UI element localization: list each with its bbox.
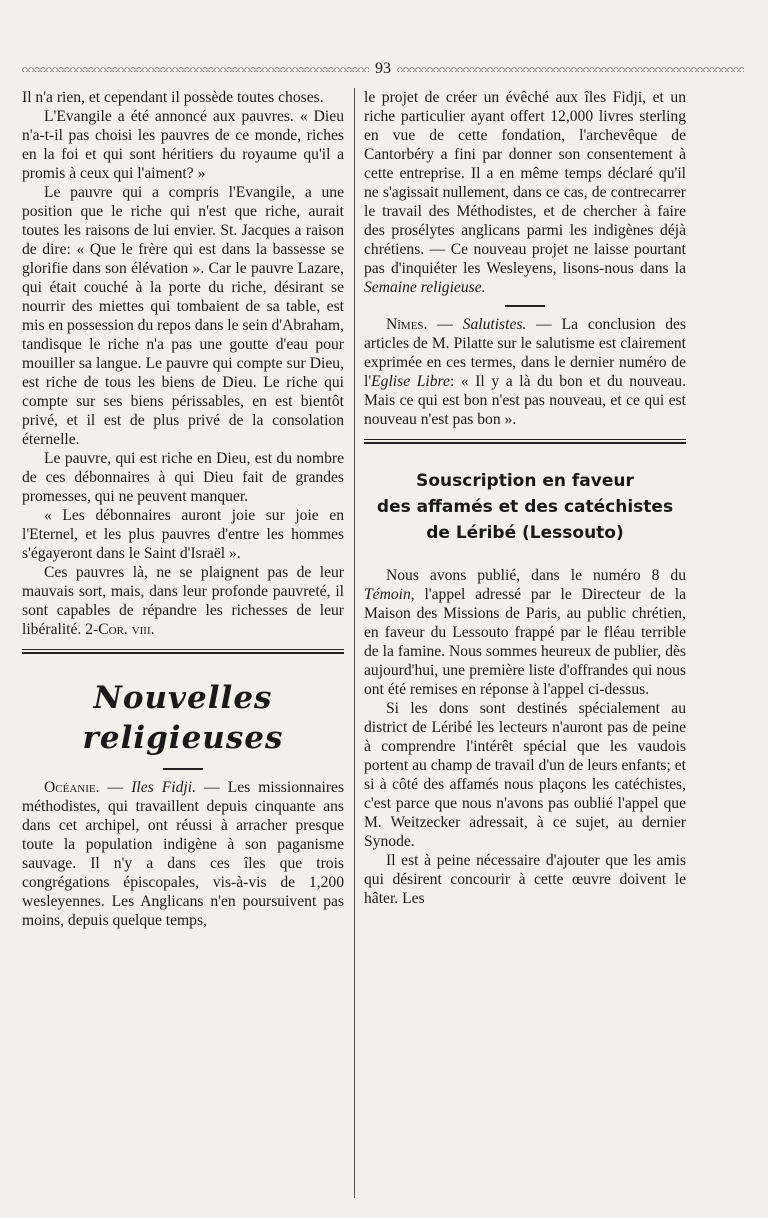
paragraph [364, 88, 686, 297]
source-citation: Semaine religieuse. [364, 279, 486, 296]
paragraph: Il est à peine nécessaire d'ajouter que les amis qui désirent concourir à cette œuvre doivent le hâter. Les [364, 852, 686, 907]
news-dash: — [99, 779, 132, 796]
paragraph [364, 566, 686, 699]
news-topic: Salutistes. [462, 316, 527, 333]
news-region: Nîmes. [386, 316, 428, 333]
page-number: 93 [375, 60, 391, 77]
title-dash [163, 768, 203, 770]
news-text: — La conclusion des articles de M. Pilatte sur le salutisme est clairement exprimée en ces termes, dans le dernier numéro de l' [364, 316, 686, 390]
subscription-title-line: Souscription en faveur [416, 471, 634, 491]
paragraph [22, 563, 344, 639]
section-rule [22, 649, 344, 654]
news-item [364, 315, 686, 429]
paragraph-text: , l'appel adressé par le Directeur de la Maison des Missions de Paris, au public chrétien, en faveur du Lessouto frappé par le fléau terrible de la famine. Nous sommes heureux de publier, dès aujourd'hui, une première liste d'offrandes qui nous ont été remises en réponse à l'appel ci-dessus. [364, 586, 686, 698]
journal-name: Témoin [364, 586, 411, 603]
header-ornament-right [397, 66, 744, 72]
right-column [364, 88, 686, 908]
news-region: Océanie. [44, 779, 100, 796]
news-text: : « Il y a là du bon et du nouveau. Mais ce qui est bon n'est pas nouveau, et ce qui est nouveau n'est pas bon ». [364, 373, 686, 428]
journal-name: Eglise Libre [371, 373, 450, 390]
news-item [22, 778, 344, 930]
subscription-title-line: des affamés et des catéchistes [376, 497, 674, 517]
paragraph: Si les dons sont destinés spécialement au district de Léribé les lecteurs n'auront pas de peine à comprendre l'intérêt spécial que les vaudois portent au champ de travail d'un de leurs enfants; et si à côté des affamés nous plaçons les catéchistes, c'est parce que nous n'avons pas oublié l'appel que M. Weitzecker adressait, à ce sujet, au dernier Synode. [364, 700, 686, 850]
item-dash [505, 305, 545, 307]
section-title: Nouvelles religieuses [82, 680, 284, 756]
subscription-title-line: de Léribé (Lessouto) [426, 523, 624, 543]
paragraph-text: Nous avons publié, dans le numéro 8 du [386, 567, 686, 584]
scripture-reference: 2-Cor. viii. [85, 621, 155, 638]
header-ornament-left [22, 66, 369, 72]
page-header [22, 58, 744, 80]
news-place: Iles Fidji. [131, 779, 196, 796]
subscription-title [364, 468, 686, 546]
paragraph-text: Ces pauvres là, ne se plaignent pas de leur mauvais sort, mais, dans leur profonde pauvreté, il sont capables de répandre les richesses de leur libéralité. [22, 564, 344, 638]
news-text: — Les missionnaires méthodistes, qui travaillent depuis cinquante ans dans cet archipel, ont réussi à arracher presque toute la population indigène à son paganisme sauvage. Il n'y a dans ces îles que trois congrégations épiscopales, vis-à-vis de 1,200 wesleyennes. Les Anglicans n'en poursuivent pas moins, depuis quelque temps, [22, 779, 345, 929]
paragraph-text: le projet de créer un évêché aux îles Fidji, et un riche particulier ayant offert 12,000 livres sterling en vue de cette fondation, l'archevêque de Cantorbéry a fini par donner son consentement à cette entreprise. Il a en même temps déclaré qu'il ne s'agissait nullement, dans ce cas, de contrecarrer le travail des Méthodistes, et de chercher à faire des prosélytes anglicans parmi les indigènes déjà chrétiens. — Ce nouveau projet ne laisse pourtant pas d'inquiéter les Wesleyens, lisons-nous dans la [364, 89, 686, 277]
paragraph: « Les débonnaires auront joie sur joie en l'Eternel, et les plus pauvres d'entre les hommes s'égayeront dans le Saint d'Israël ». [22, 507, 344, 562]
paragraph: L'Evangile a été annoncé aux pauvres. « Dieu n'a-t-il pas choisi les pauvres de ce monde, riches en la foi et qui sont héritiers du royaume qu'il a promis à ceux qui l'aiment? » [22, 108, 344, 182]
left-column [22, 88, 344, 930]
news-dash: — [427, 316, 463, 333]
column-divider [354, 88, 355, 1198]
paragraph: Le pauvre, qui est riche en Dieu, est du nombre de ces débonnaires à qui Dieu fait de grandes promesses, qui ne peuvent manquer. [22, 450, 344, 505]
paragraph: Il n'a rien, et cependant il possède toutes choses. [22, 89, 324, 106]
section-rule [364, 439, 686, 444]
paragraph: Le pauvre qui a compris l'Evangile, a une position que le riche qui n'est que riche, aurait toutes les raisons de lui envier. St. Jacques a raison de dire: « Que le frère qui est dans la bassesse se glorifie dans son élévation ». Car le pauvre Lazare, qui était couché à la porte du riche, désirant se nourrir des miettes qui tombaient de sa table, est mis en possession du repos dans le sein d'Abraham, tandisque le riche n'a pas une goutte d'eau pour mouiller sa langue. Le pauvre qui compte sur Dieu, est riche de tous les biens de Dieu. Le riche qui compte sur ses biens périssables, en est bientôt privé, et il est de plus privé de la consolation éternelle. [22, 184, 345, 448]
